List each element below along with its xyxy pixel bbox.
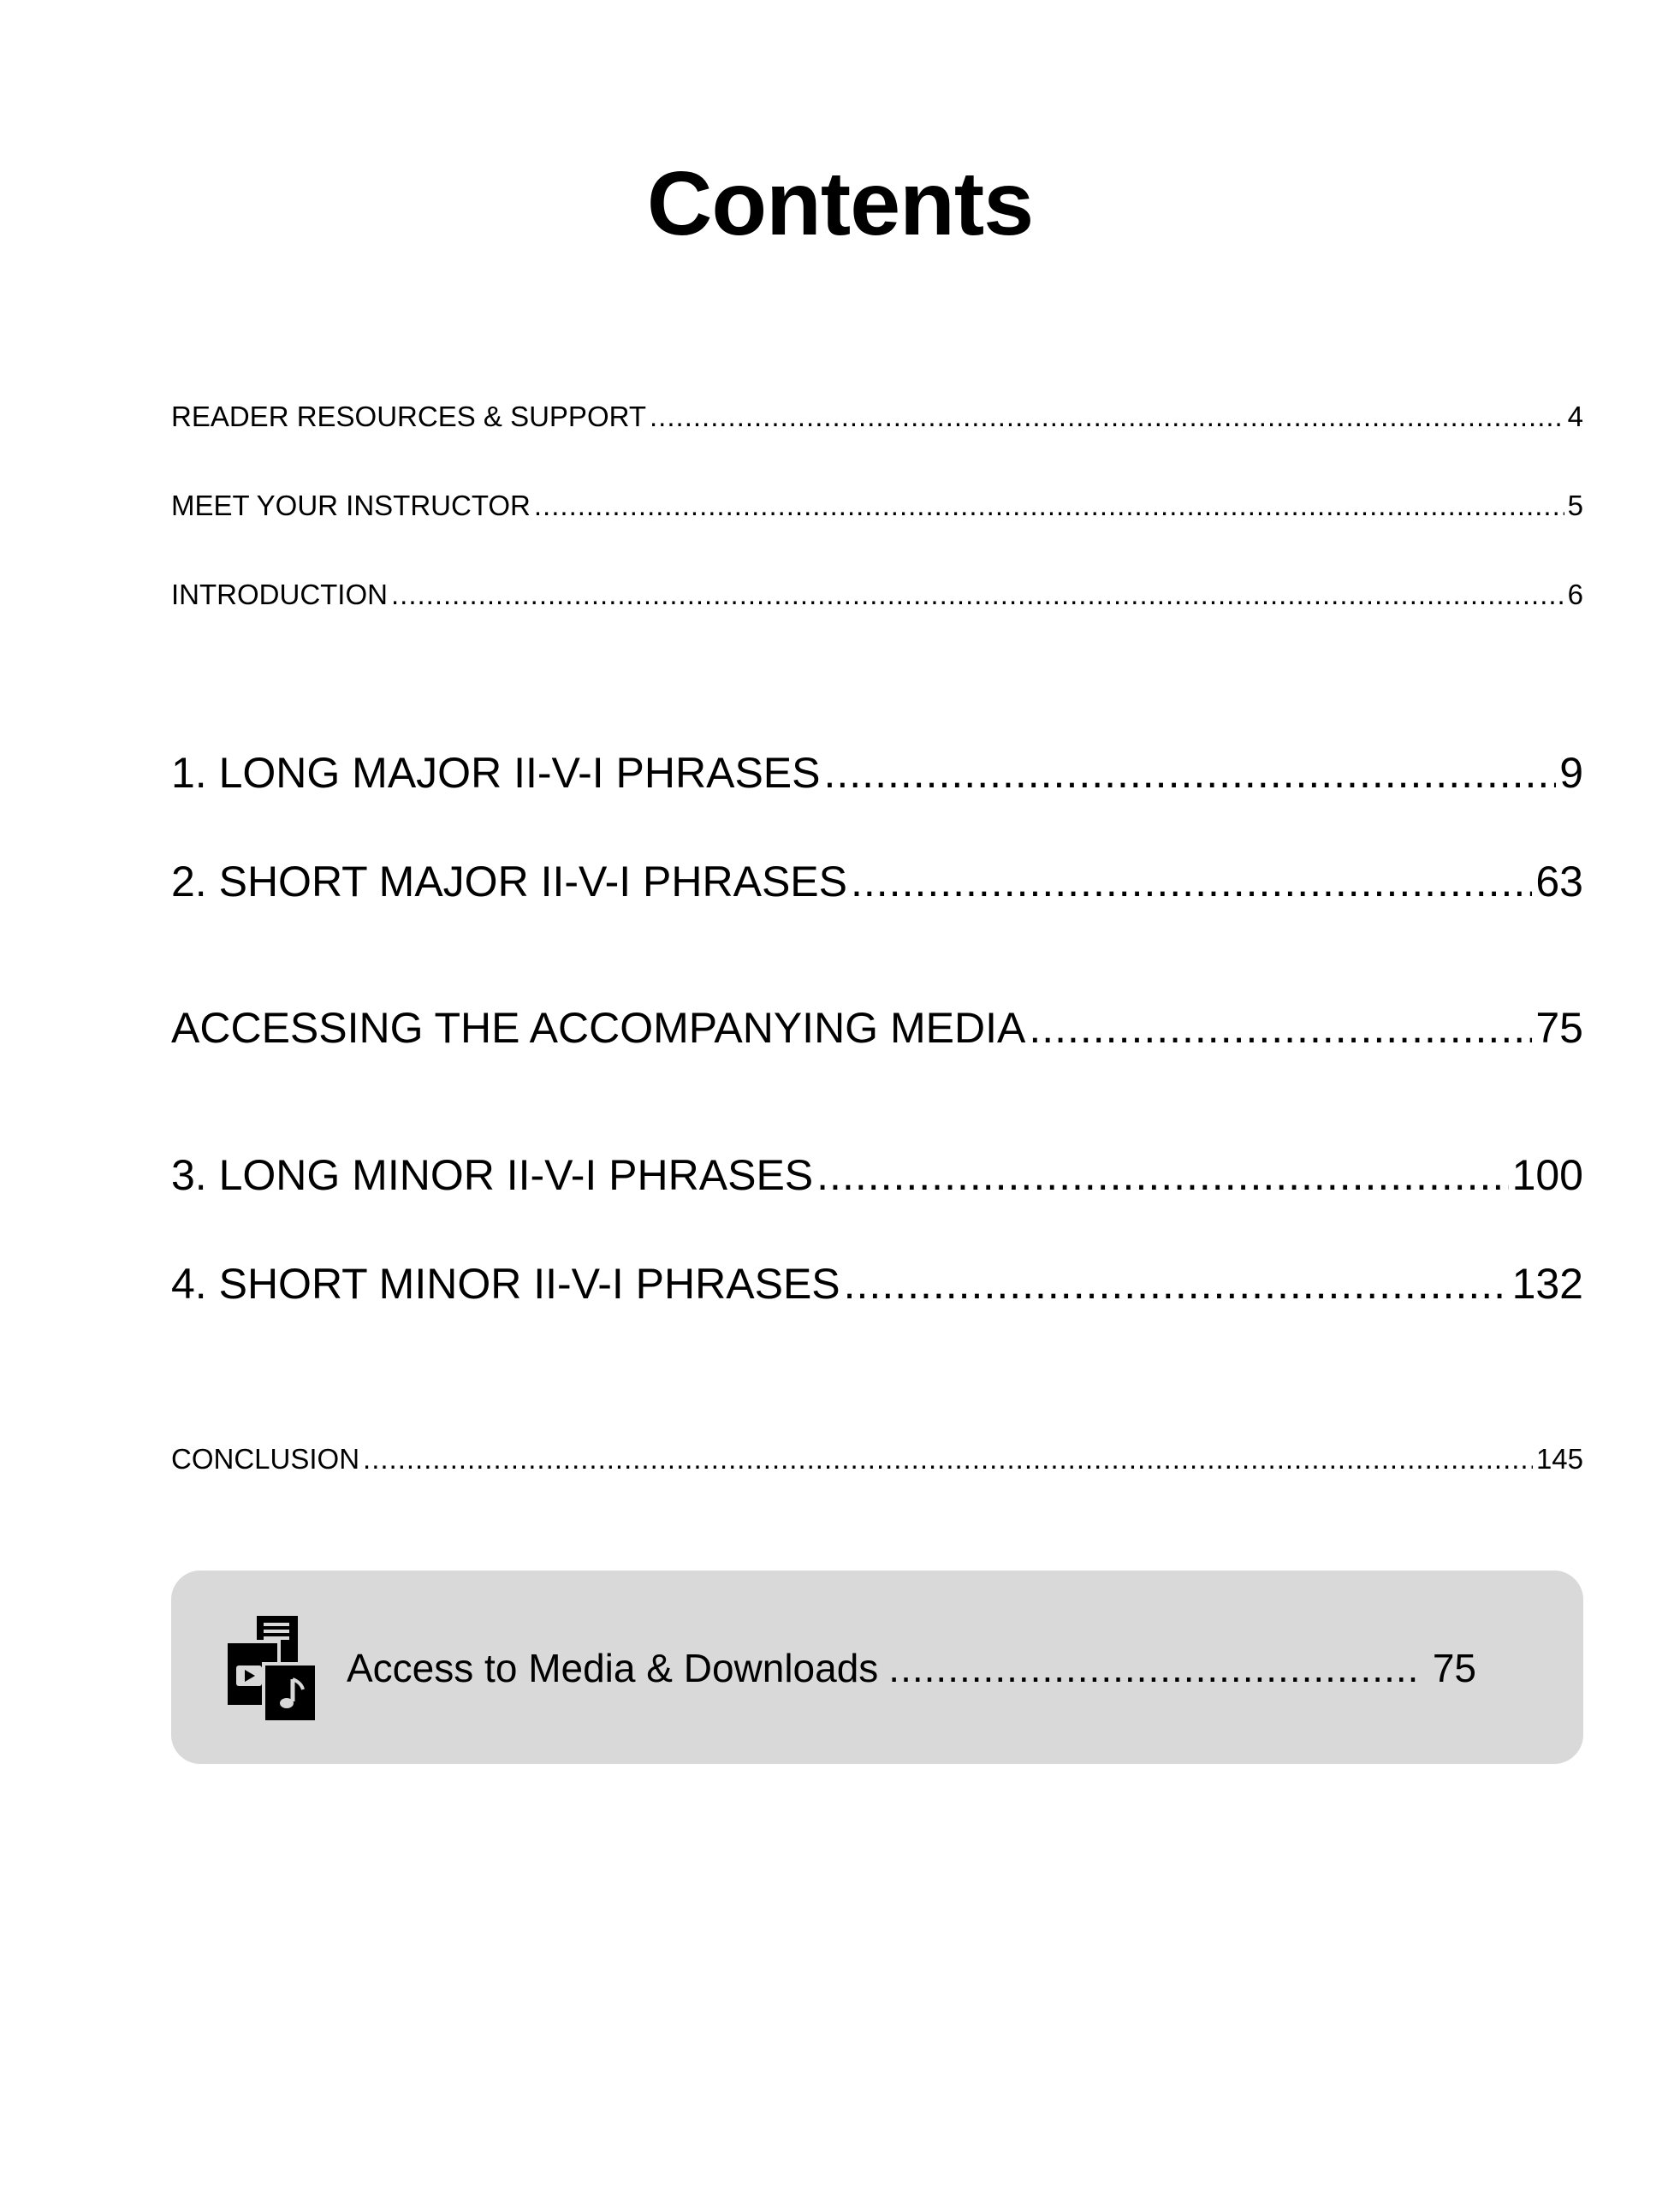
dot-leader	[1029, 1003, 1532, 1053]
toc-entry-label: CONCLUSION	[171, 1443, 360, 1475]
dot-leader	[824, 748, 1557, 798]
toc-entry-page: 63	[1535, 858, 1583, 905]
media-files-icon	[226, 1616, 317, 1722]
toc-entry-chapter-3[interactable]	[171, 1150, 1583, 1200]
toc-entry-introduction[interactable]	[171, 579, 1583, 611]
toc-entry-chapter-2[interactable]	[171, 857, 1583, 906]
toc-entry-label: MEET YOUR INSTRUCTOR	[171, 490, 531, 521]
toc-entry-conclusion[interactable]	[171, 1443, 1583, 1476]
toc-entry-accessing-media[interactable]	[171, 1003, 1583, 1053]
dot-leader	[363, 1443, 1533, 1476]
toc-entry-chapter-4[interactable]	[171, 1259, 1583, 1309]
dot-leader	[391, 579, 1564, 611]
toc-entry-page: 6	[1567, 579, 1583, 610]
toc-entry-label: 2. SHORT MAJOR II-V-I PHRASES	[171, 858, 847, 905]
toc-entry-page: 132	[1511, 1260, 1583, 1308]
toc-entry-label: 3. LONG MINOR II-V-I PHRASES	[171, 1151, 814, 1199]
toc-entry-reader-resources[interactable]	[171, 401, 1583, 433]
dot-leader	[534, 490, 1564, 522]
media-callout-label: Access to Media & Downloads	[347, 1646, 879, 1690]
toc-entry-page: 75	[1535, 1004, 1583, 1052]
toc-entry-chapter-1[interactable]	[171, 748, 1583, 798]
dot-leader	[851, 857, 1532, 906]
toc-entry-page: 100	[1511, 1151, 1583, 1199]
toc-entry-page: 5	[1567, 490, 1583, 521]
toc-entry-page: 9	[1559, 749, 1583, 797]
media-callout-page: 75	[1432, 1646, 1476, 1690]
dot-leader	[816, 1150, 1508, 1200]
toc-entry-label: INTRODUCTION	[171, 579, 388, 610]
dot-leader	[650, 401, 1564, 433]
toc-entry-page: 4	[1567, 401, 1583, 432]
toc-entry-label: 1. LONG MAJOR II-V-I PHRASES	[171, 749, 821, 797]
toc-entry-page: 145	[1535, 1443, 1583, 1475]
media-callout-entry[interactable]	[347, 1645, 1476, 1691]
toc-entry-label: READER RESOURCES & SUPPORT	[171, 401, 647, 432]
toc-entry-label: ACCESSING THE ACCOMPANYING MEDIA	[171, 1004, 1026, 1052]
dot-leader	[888, 1645, 1422, 1691]
page-title: Contents	[646, 153, 1034, 254]
toc-entry-meet-instructor[interactable]	[171, 490, 1583, 522]
dot-leader	[844, 1259, 1509, 1309]
toc-entry-label: 4. SHORT MINOR II-V-I PHRASES	[171, 1260, 840, 1308]
